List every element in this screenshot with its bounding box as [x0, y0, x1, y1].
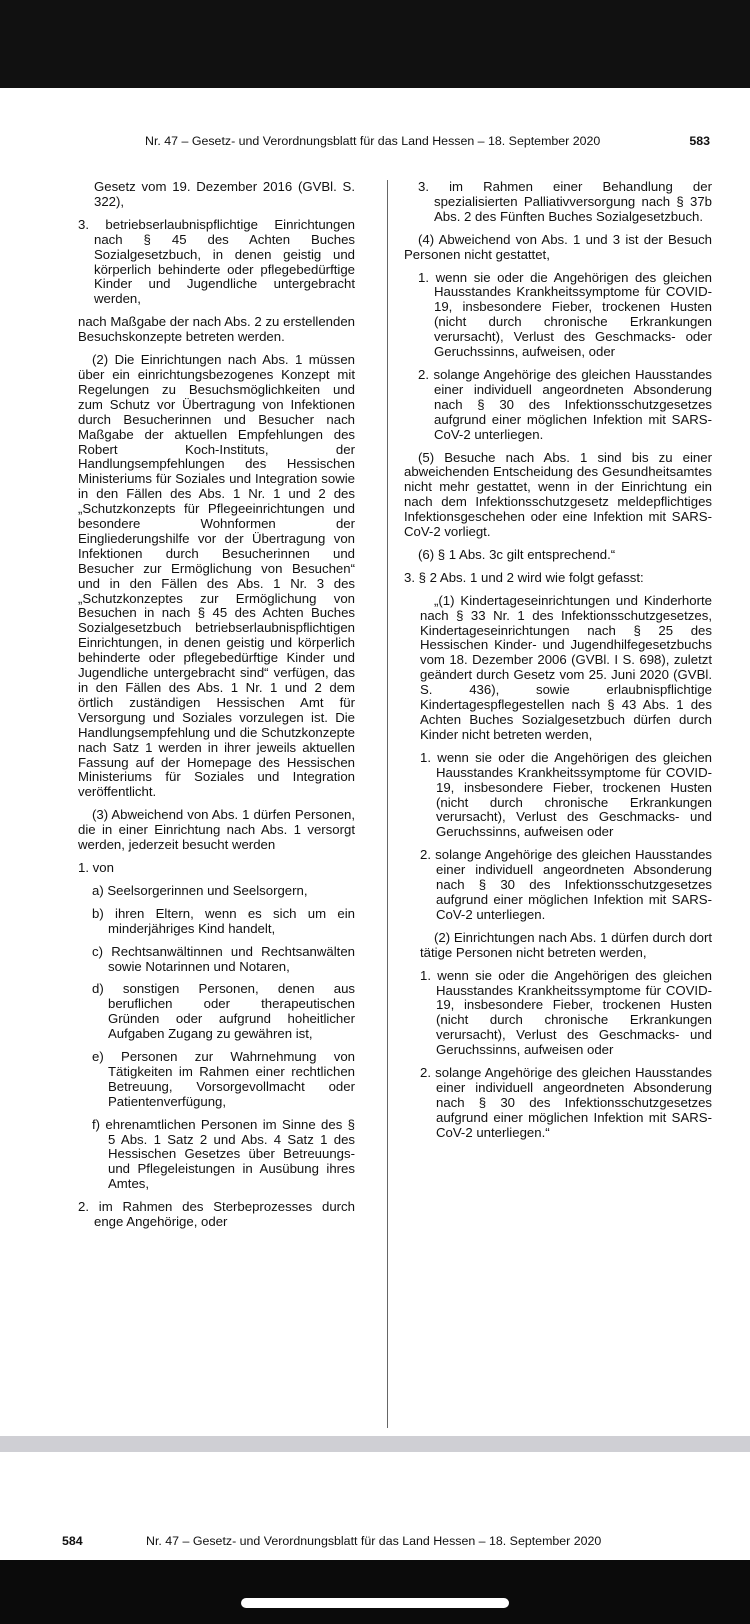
list-subitem: f) ehrenamtlichen Personen im Sinne des § 5 Abs. 1 Satz 2 und Abs. 4 Satz 1 des Hessischen Gesetzes über Betreuungs- und Pflegeleistungen in Ausübung ihres Amtes,	[92, 1116, 355, 1192]
list-item: 3. § 2 Abs. 1 und 2 wird wie folgt gefasst:	[404, 569, 644, 585]
status-bar	[0, 0, 750, 88]
list-item: 2. im Rahmen des Sterbeprozesses durch enge Angehörige, oder	[78, 1199, 355, 1230]
column-divider	[387, 180, 388, 1428]
list-item: 1. von	[78, 859, 114, 875]
list-subitem: a) Seelsorgerinnen und Seelsorgern,	[92, 882, 308, 898]
paragraph: Gesetz vom 19. Dezember 2016 (GVBl. S. 322),	[94, 179, 355, 209]
header-title: Nr. 47 – Gesetz- und Verordnungsblatt für das Land Hessen – 18. September 2020	[145, 134, 601, 148]
paragraph: (4) Abweichend von Abs. 1 und 3 ist der Besuch Personen nicht gestattet,	[404, 231, 712, 262]
list-item: 3. betriebserlaubnispflichtige Einrichtungen nach § 45 des Achten Buches Sozialgesetzbuch, in denen geistig und körperlich behinderte oder pflegebedürftige Kinder und Jugendliche untergebracht werden,	[78, 216, 355, 307]
document-page[interactable]	[0, 88, 750, 1436]
list-item: 1. wenn sie oder die Angehörigen des gleichen Hausstandes Krankheitssymptome für COVID-19, insbesondere Fieber, trockenen Husten (nicht durch chronische Erkrankungen verursacht), Verlust des Geschmacks- und Geruchssinns, aufweisen oder	[420, 749, 712, 840]
left-column	[78, 180, 355, 1238]
paragraph: (5) Besuche nach Abs. 1 sind bis zu einer abweichenden Entscheidung des Gesundheitsamtes nicht mehr gestattet, wenn in der Einrichtung ein nach dem Infektionsschutzgesetz meldepflichtiges Infektionsgeschehen oder eine Infektion mit SARS-CoV-2 vorliegt.	[404, 449, 712, 540]
paragraph: (3) Abweichend von Abs. 1 dürfen Personen, die in einer Einrichtung nach Abs. 1 versorgt werden, jederzeit besucht werden	[78, 807, 355, 853]
paragraph: (2) Die Einrichtungen nach Abs. 1 müssen über ein einrichtungsbezogenes Konzept mit Regelungen zu Besuchsmöglichkeiten und zum Schutz vor Übertragung von Infektionen durch Besucherinnen und Besucher nach Maßgabe der aktuellen Empfehlungen des Robert Koch-Instituts, der Handlungsempfehlungen des Hessischen Ministeriums für Soziales und Integration sowie in den Fällen des Abs. 1 Nr. 1 und 2 des „Schutzkonzepts für Pflegeeinrichtungen und besondere Wohnformen der Eingliederungshilfe vor der Übertragung von Infektionen durch Besucherinnen und Besucher zur Ermöglichung von Besuchen“ und in den Fällen des Abs. 1 Nr. 3 des „Schutzkonzeptes zur Ermöglichung von Besuchen in nach § 45 des Achten Buches Sozialgesetzbuch betriebserlaubnispflichtigen Einrichtungen, in denen geistig und körperlich behinderte oder pflegebedürftige Kinder und Jugendliche untergebracht sind“ verfügen, das in den Fällen des Abs. 1 Nr. 1 und 2 dem örtlich zuständigen Hessischen Amt für Versorgung und Soziales vorzulegen ist. Die Handlungsempfehlung und die Schutzkonzepte nach Satz 1 werden in ihrer jeweils aktuellen Fassung auf der Homepage des Hessischen Ministeriums für Soziales und Integration veröffentlicht.	[78, 352, 355, 800]
list-subitem: e) Personen zur Wahrnehmung von Tätigkeiten im Rahmen einer rechtlichen Betreuung, Vorsorgevollmacht oder Patientenverfügung,	[92, 1049, 355, 1109]
list-item: 3. im Rahmen einer Behandlung der spezialisierten Palliativversorgung nach § 37b Abs. 2 des Fünften Buches Sozialgesetzbuch.	[418, 179, 712, 224]
paragraph: (6) § 1 Abs. 3c gilt entsprechend.“	[418, 546, 616, 562]
home-indicator[interactable]	[241, 1598, 509, 1608]
bottom-bar	[0, 1560, 750, 1624]
list-item: 1. wenn sie oder die Angehörigen des gleichen Hausstandes Krankheitssymptome für COVID-19, insbesondere Fieber, trockenen Husten (nicht durch chronische Erkrankungen verursacht), Verlust des Geschmacks- und Geruchssinns, aufweisen oder	[420, 967, 712, 1058]
right-column	[404, 180, 712, 1149]
footer-title: Nr. 47 – Gesetz- und Verordnungsblatt für das Land Hessen – 18. September 2020	[146, 1534, 602, 1548]
paragraph: nach Maßgabe der nach Abs. 2 zu erstellenden Besuchskonzepte betreten werden.	[78, 314, 355, 345]
list-item: 2. solange Angehörige des gleichen Hausstandes einer individuell angeordneten Absonderung nach § 30 des Infektionsschutzgesetzes aufgrund einer möglichen Infektion mit SARS-CoV-2 unterliegen.“	[420, 1065, 712, 1140]
list-item: 1. wenn sie oder die Angehörigen des gleichen Hausstandes Krankheitssymptome für COVID-19, insbesondere Fieber, trockenen Husten (nicht durch chronische Erkrankungen verursacht), Verlust des Geschmacks- oder Geruchssinns, aufweisen, oder	[418, 269, 712, 360]
list-item: 2. solange Angehörige des gleichen Hausstandes einer individuell angeordneten Absonderung nach § 30 des Infektionsschutzgesetzes aufgrund einer möglichen Infektion mit SARS-CoV-2 unterliegen.	[420, 847, 712, 922]
list-subitem: d) sonstigen Personen, denen aus beruflichen oder therapeutischen Gründen oder aufgrund hoheitlicher Aufgaben Zugang zu gewähren ist,	[92, 981, 355, 1042]
quoted-paragraph: (2) Einrichtungen nach Abs. 1 dürfen durch dort tätige Personen nicht betreten werden,	[420, 929, 712, 960]
page-separator	[0, 1436, 750, 1452]
list-item: 2. solange Angehörige des gleichen Hausstandes einer individuell angeordneten Absonderung nach § 30 des Infektionsschutzgesetzes aufgrund einer möglichen Infektion mit SARS-CoV-2 unterliegen.	[418, 366, 712, 442]
header-page-number: 583	[689, 134, 710, 148]
next-page[interactable]	[0, 1452, 750, 1560]
list-subitem: b) ihren Eltern, wenn es sich um ein minderjähriges Kind handelt,	[92, 905, 355, 936]
list-subitem: c) Rechtsanwältinnen und Rechtsanwälten sowie Notarinnen und Notaren,	[92, 943, 355, 974]
quoted-paragraph: „(1) Kindertageseinrichtungen und Kinderhorte nach § 33 Nr. 1 des Infektionsschutzgesetzes, Kindertageseinrichtungen nach § 25 des Hessischen Kinder- und Jugendhilfegesetzbuchs vom 18. Dezember 2006 (GVBl. I S. 698), zuletzt geändert durch Gesetz vom 25. Juni 2020 (GVBl. S. 436), sowie erlaubnispflichtige Kindertagespflegestellen nach § 43 Abs. 1 des Achten Buches Sozialgesetzbuch dürfen durch Kinder nicht betreten werden,	[420, 592, 712, 742]
footer-page-number: 584	[62, 1534, 83, 1548]
